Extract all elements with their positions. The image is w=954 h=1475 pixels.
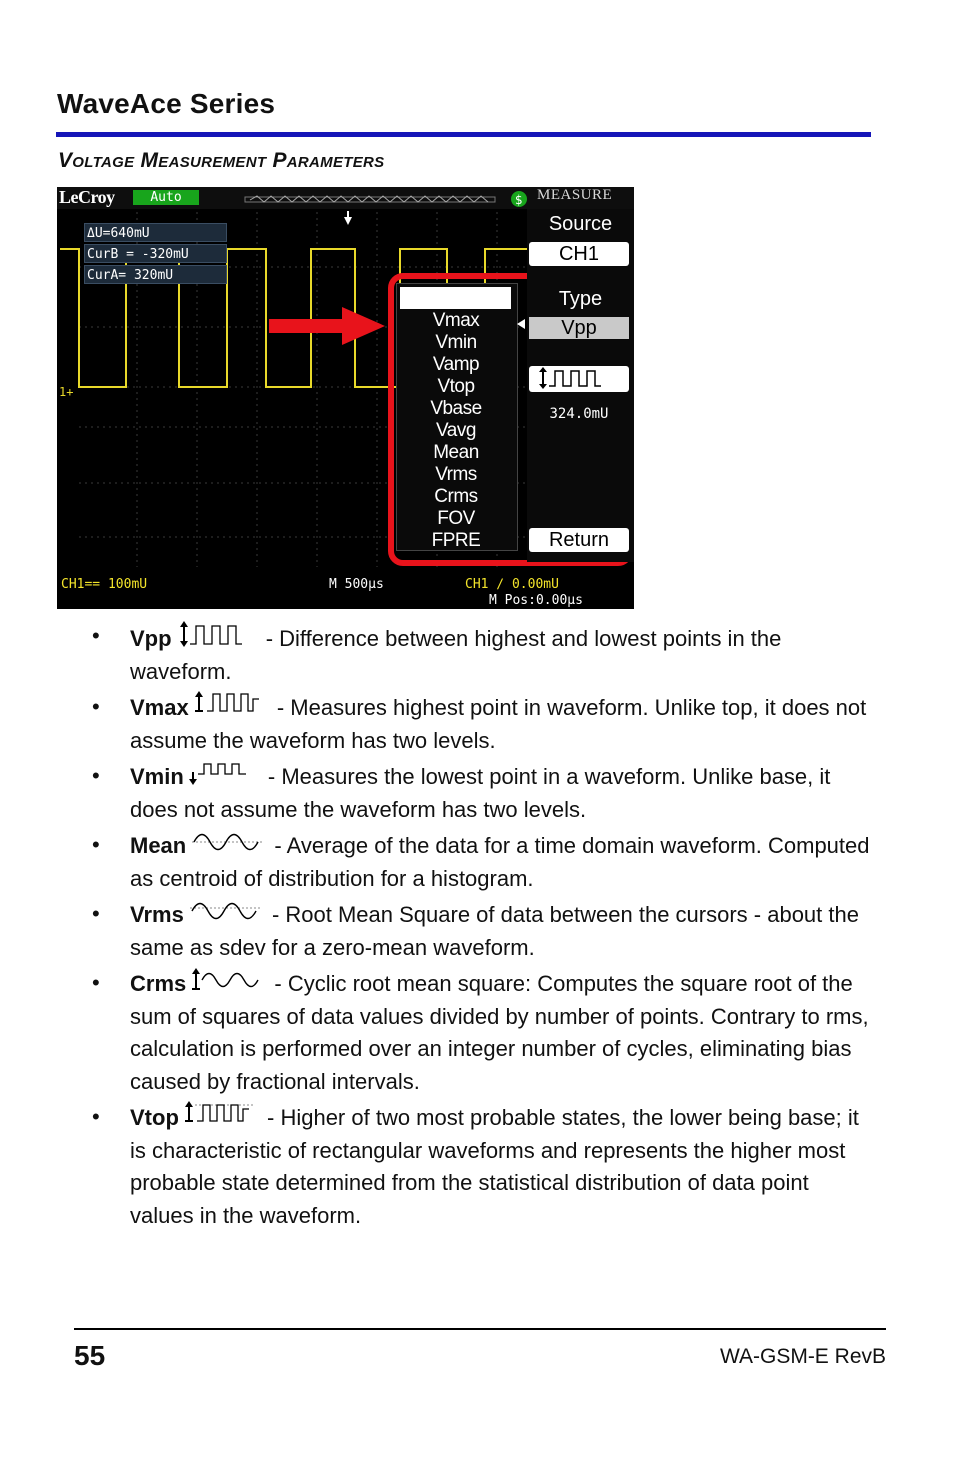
- list-item: [92, 1101, 872, 1232]
- term-vmax: Vmax: [130, 695, 189, 720]
- mpos-readout: M Pos:0.00μs: [489, 593, 583, 608]
- footer-rule: [74, 1328, 886, 1330]
- cursor-b-readout: CurB = -320mU: [84, 244, 227, 263]
- page-number: 55: [74, 1340, 106, 1371]
- cursor-a-readout: CurA= 320mU: [84, 265, 227, 284]
- list-item: [92, 620, 872, 688]
- document-reference: WA-GSM-E RevB: [719, 1345, 886, 1368]
- term-vpp: Vpp: [130, 626, 172, 651]
- title-rule: [56, 132, 871, 137]
- measure-menu-title: MEASURE: [537, 187, 613, 203]
- bullet-dot: •: [92, 901, 100, 926]
- bullet-dot: •: [92, 623, 100, 648]
- description-vrms: - Root Mean Square of data between the cursors - about the same as sdev for a zero-mean waveform.: [130, 902, 859, 960]
- dropdown-item-vavg[interactable]: Vavg: [436, 420, 476, 441]
- list-item: [92, 691, 872, 757]
- vrms-sine-icon: [188, 898, 262, 924]
- bullet-dot: •: [92, 832, 100, 857]
- crms-sine-icon: [190, 967, 264, 993]
- term-vtop: Vtop: [130, 1105, 179, 1130]
- type-label: Type: [558, 288, 603, 310]
- svg-text:$: $: [515, 193, 523, 207]
- dropdown-item-fpre[interactable]: FPRE: [431, 530, 481, 551]
- dropdown-item-vmax[interactable]: Vmax: [432, 310, 480, 331]
- timebase-readout: M 500μs: [329, 577, 384, 592]
- return-button[interactable]: Return: [529, 528, 629, 552]
- bullet-dot: •: [92, 694, 100, 719]
- vtop-waveform-icon: [183, 1101, 257, 1127]
- section-heading: Voltage Measurement Parameters: [58, 149, 385, 172]
- dropdown-item-fov[interactable]: FOV: [437, 508, 475, 529]
- source-value-button[interactable]: CH1: [529, 242, 629, 266]
- cursor-delta-readout: ΔU=640mU: [84, 223, 227, 242]
- dropdown-item-vmin[interactable]: Vmin: [435, 332, 477, 353]
- dropdown-item-crms[interactable]: Crms: [434, 486, 478, 507]
- vmin-waveform-icon: [188, 760, 258, 786]
- parameter-list: [92, 620, 872, 1235]
- description-crms: - Cyclic root mean square: Computes the square root of the sum of squares of data values divided by number of points. Contrary to rms, calculation is performed over an integer number of cycles, eliminating bias caused by fractional intervals.: [130, 971, 869, 1094]
- list-item: [92, 829, 872, 895]
- list-item: [92, 760, 872, 826]
- bullet-dot: •: [92, 1104, 100, 1129]
- term-mean: Mean: [130, 833, 187, 858]
- list-item: [92, 898, 872, 964]
- mean-sine-icon: [190, 829, 264, 855]
- type-value-button[interactable]: Vpp: [529, 317, 629, 339]
- memory-bar-icon: [205, 189, 535, 209]
- term-crms: Crms: [130, 971, 187, 996]
- trigger-status-badge: Auto: [133, 190, 199, 205]
- dropdown-item-vpp[interactable]: Vpp: [439, 288, 473, 309]
- term-vmin: Vmin: [130, 764, 184, 789]
- term-vrms: Vrms: [130, 902, 184, 927]
- description-vtop: - Higher of two most probable states, the lower being base; it is characteristic of rectangular waveforms and represents the higher most probable state determined from the statistical distribution of data point values in the waveform.: [130, 1105, 859, 1228]
- dropdown-item-vbase[interactable]: Vbase: [430, 398, 482, 419]
- dropdown-item-vrms[interactable]: Vrms: [435, 464, 477, 485]
- description-mean: - Average of the data for a time domain waveform. Computed as centroid of distribution for a histogram.: [130, 833, 870, 891]
- series-title: WaveAce Series: [57, 88, 276, 119]
- ch1-scale-readout: CH1== 100mU: [61, 577, 148, 592]
- bullet-dot: •: [92, 970, 100, 995]
- description-vpp: - Difference between highest and lowest points in the waveform.: [130, 626, 782, 684]
- trigger-readout: CH1 ∕ 0.00mU: [465, 577, 559, 592]
- vmax-waveform-icon: [193, 691, 267, 717]
- svg-text:1+: 1+: [59, 385, 74, 399]
- vpp-waveform-icon: [529, 366, 609, 390]
- dropdown-item-vamp[interactable]: Vamp: [432, 354, 480, 375]
- measure-icon-box: [529, 366, 629, 392]
- bullet-dot: •: [92, 763, 100, 788]
- scope-brand-logo: LeCroy: [59, 187, 115, 207]
- oscilloscope-screenshot: [57, 187, 634, 609]
- description-vmin: - Measures the lowest point in a waveform. Unlike base, it does not assume the waveform has two levels.: [130, 764, 831, 822]
- dropdown-item-mean[interactable]: Mean: [433, 442, 479, 463]
- source-label: Source: [548, 213, 613, 235]
- submenu-pointer-icon: [515, 317, 527, 331]
- dropdown-item-vtop[interactable]: Vtop: [437, 376, 475, 397]
- vpp-waveform-icon: [176, 620, 256, 648]
- list-item: [92, 967, 872, 1098]
- description-vmax: - Measures highest point in waveform. Unlike top, it does not assume the waveform has two levels.: [130, 695, 867, 753]
- measured-value-readout: 324.0mU: [549, 406, 609, 422]
